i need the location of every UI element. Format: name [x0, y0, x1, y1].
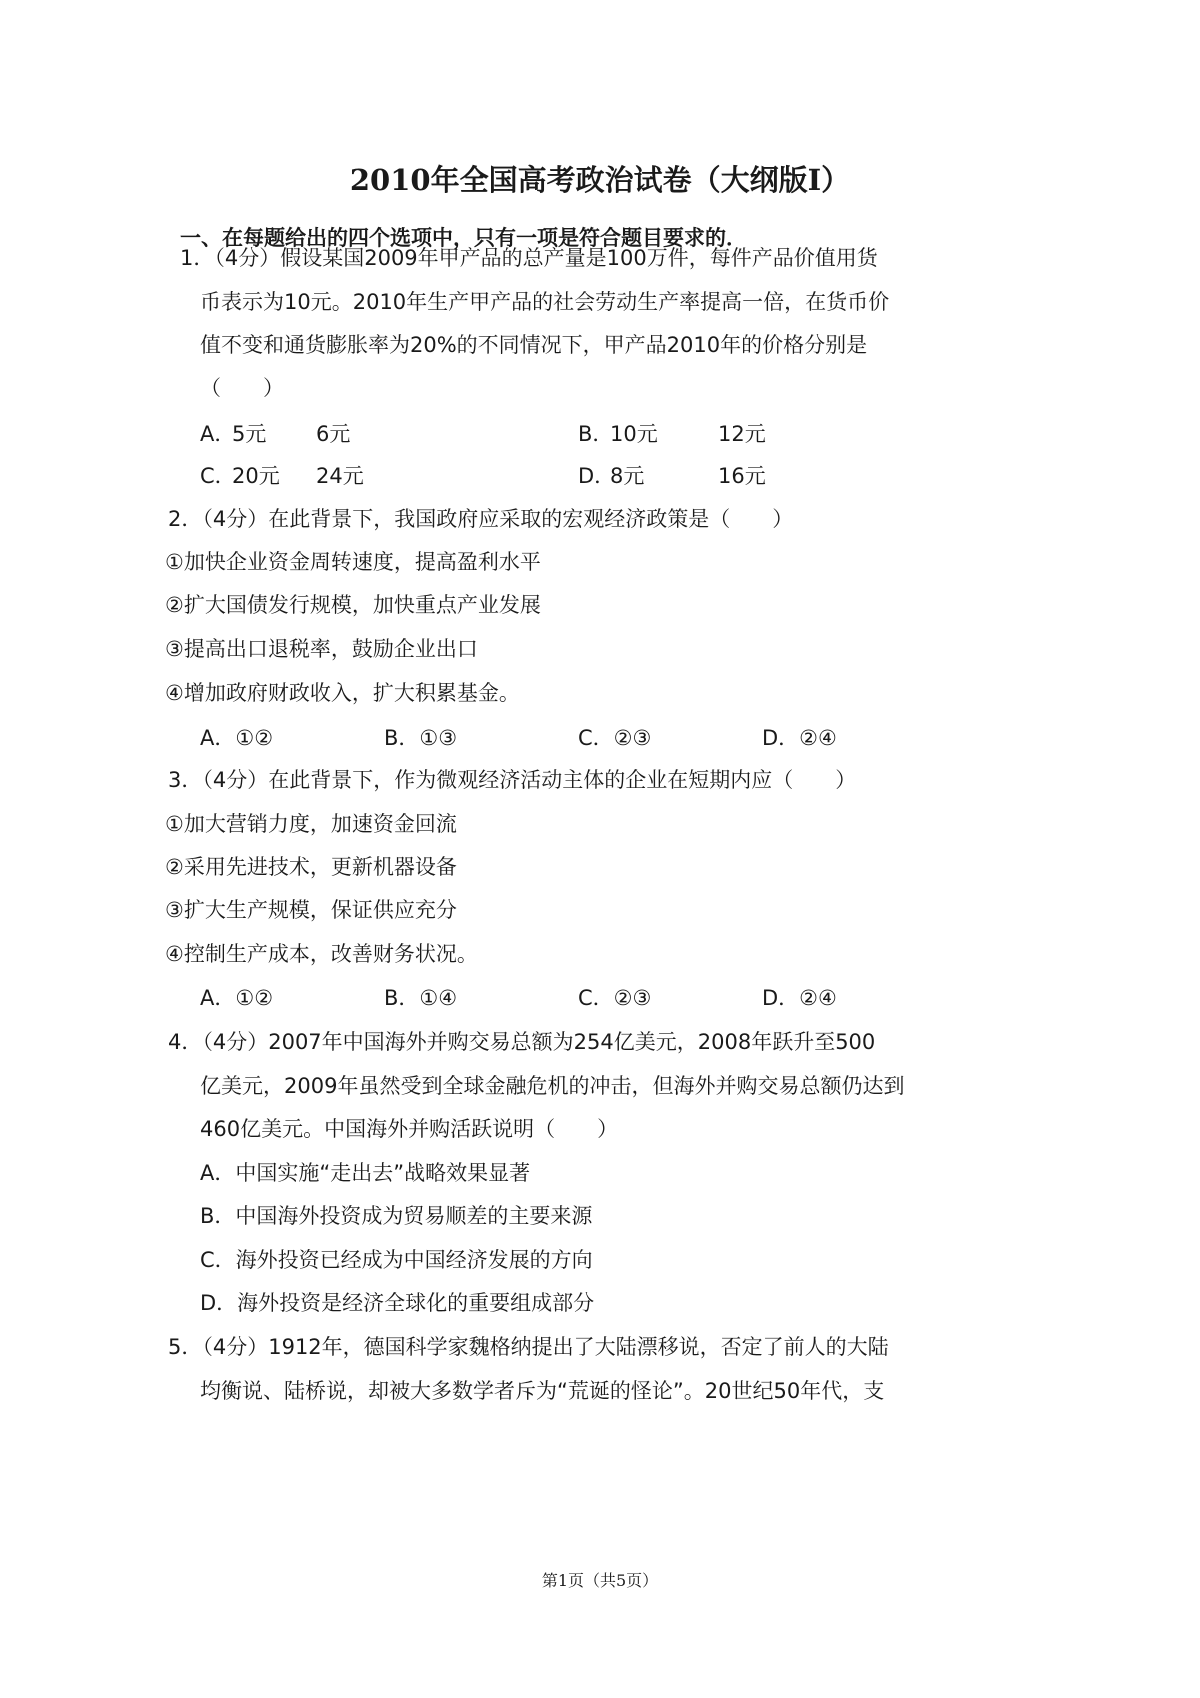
- q1-option-b-value-2: 12元: [718, 422, 766, 446]
- q2-option-b: B．①③: [384, 726, 458, 750]
- question-4-line-3: 460亿美元。中国海外并购活跃说明（ ）: [200, 1117, 619, 1141]
- question-1-line-1: 1．（4分）假设某国2009年甲产品的总产量是100万件，每件产品价值用货: [180, 246, 878, 270]
- q4-option-d: D．海外投资是经济全球化的重要组成部分: [200, 1291, 595, 1315]
- q1-option-a-label: A．: [200, 422, 236, 446]
- q1-option-d-label: D．: [578, 464, 616, 488]
- q1-option-d-value-1: 8元: [610, 464, 645, 488]
- q2-option-d: D．②④: [762, 726, 837, 750]
- q4-option-b: B．中国海外投资成为贸易顺差的主要来源: [200, 1204, 593, 1228]
- q4-option-a: A．中国实施“走出去”战略效果显著: [200, 1161, 531, 1185]
- q1-option-a-value-2: 6元: [316, 422, 351, 446]
- question-1-line-2: 币表示为10元。2010年生产甲产品的社会劳动生产率提高一倍，在货币价: [200, 290, 890, 314]
- question-1-line-4: （ ）: [200, 376, 284, 400]
- q1-option-c-value-2: 24元: [316, 464, 364, 488]
- question-3-statement-4: ④控制生产成本，改善财务状况。: [165, 942, 478, 966]
- question-2-stem: 2．（4分）在此背景下，我国政府应采取的宏观经济政策是（ ）: [168, 507, 794, 531]
- q2-option-a: A．①②: [200, 726, 274, 750]
- question-4-line-2: 亿美元，2009年虽然受到全球金融危机的冲击，但海外并购交易总额仍达到: [200, 1074, 905, 1098]
- question-4-line-1: 4．（4分）2007年中国海外并购交易总额为254亿美元，2008年跃升至500: [168, 1030, 876, 1054]
- q1-option-b-label: B．: [578, 422, 614, 446]
- question-5-line-2: 均衡说、陆桥说，却被大多数学者斥为“荒诞的怪论”。20世纪50年代，支: [200, 1379, 885, 1403]
- question-5-line-1: 5．（4分）1912年，德国科学家魏格纳提出了大陆漂移说，否定了前人的大陆: [168, 1335, 889, 1359]
- q3-option-a: A．①②: [200, 986, 274, 1010]
- question-2-statement-3: ③提高出口退税率，鼓励企业出口: [165, 637, 478, 661]
- q2-option-c: C．②③: [578, 726, 652, 750]
- page-footer: 第1页（共5页）: [541, 1571, 659, 1590]
- q1-option-a-value-1: 5元: [232, 422, 267, 446]
- question-1-line-3: 值不变和通货膨胀率为20%的不同情况下，甲产品2010年的价格分别是: [200, 333, 868, 357]
- question-2-statement-1: ①加快企业资金周转速度，提高盈利水平: [165, 550, 541, 574]
- question-2-statement-2: ②扩大国债发行规模，加快重点产业发展: [165, 593, 541, 617]
- question-2-statement-4: ④增加政府财政收入，扩大积累基金。: [165, 681, 520, 705]
- section-heading: 一、在每题给出的四个选项中，只有一项是符合题目要求的．: [180, 226, 747, 250]
- q1-option-d-value-2: 16元: [718, 464, 766, 488]
- question-3-statement-2: ②采用先进技术，更新机器设备: [165, 855, 457, 879]
- q1-option-b-value-1: 10元: [610, 422, 658, 446]
- q3-option-c: C．②③: [578, 986, 652, 1010]
- q1-option-c-value-1: 20元: [232, 464, 280, 488]
- question-3-statement-3: ③扩大生产规模，保证供应充分: [165, 898, 457, 922]
- q4-option-c: C．海外投资已经成为中国经济发展的方向: [200, 1248, 593, 1272]
- q3-option-b: B．①④: [384, 986, 458, 1010]
- page-title: 2010年全国高考政治试卷（大纲版Ⅰ）: [349, 163, 851, 197]
- question-3-statement-1: ①加大营销力度，加速资金回流: [165, 812, 457, 836]
- q1-option-c-label: C．: [200, 464, 236, 488]
- q3-option-d: D．②④: [762, 986, 837, 1010]
- question-3-stem: 3．（4分）在此背景下，作为微观经济活动主体的企业在短期内应（ ）: [168, 768, 857, 792]
